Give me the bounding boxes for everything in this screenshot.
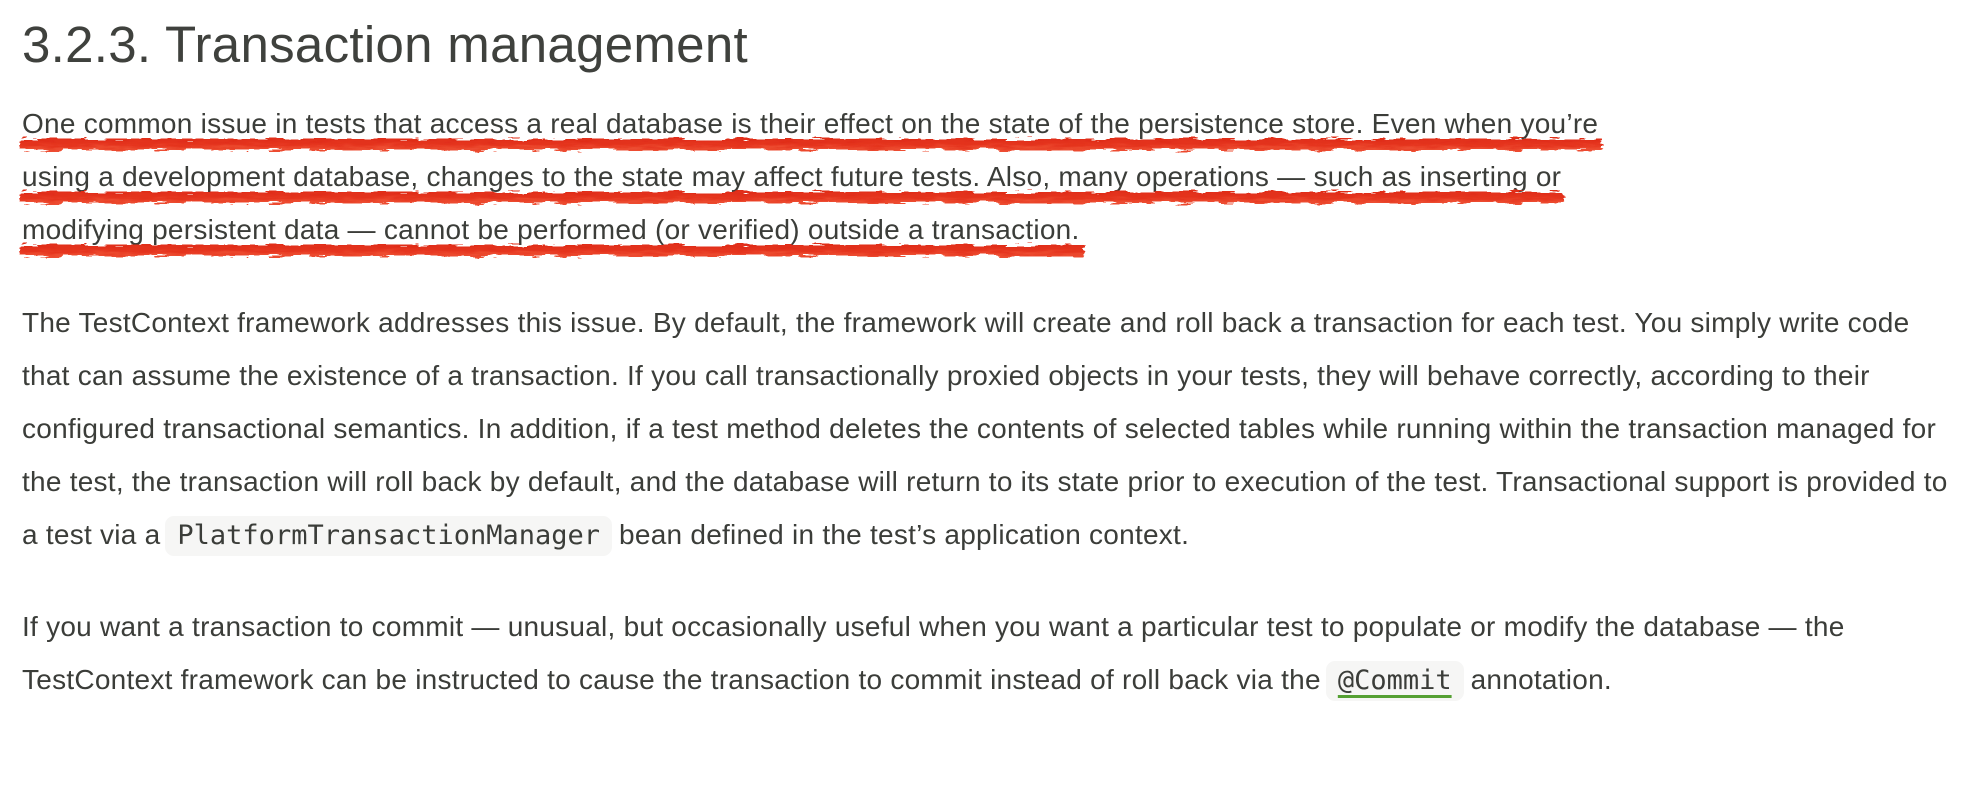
commit-annotation-link[interactable] (1321, 664, 1471, 695)
inline-code-platform-transaction-manager: PlatformTransactionManager (165, 516, 612, 556)
red-marker-underline (20, 245, 1084, 256)
inline-code-commit[interactable]: @Commit (1326, 661, 1464, 701)
highlighted-paragraph (22, 97, 1948, 256)
paragraph-testcontext-text-after: bean defined in the test’s application context. (619, 519, 1190, 551)
paragraph-testcontext-text-before: The TestContext framework addresses this issue. By default, the framework will create and roll back a transaction for each test. You simply write code that can assume the existence of a transaction. If you call transactionally proxied objects in your tests, they will behave correctly, according to their configured transactional semantics. In addition, if a test method deletes the contents of selected tables while running within the transaction managed for the test, the transaction will roll back by default, and the database will return to its state prior to execution of the test. Transactional support is provided to a test via a (22, 307, 1948, 551)
highlighted-line (22, 97, 1598, 150)
paragraph-commit (22, 600, 1948, 707)
red-marker-underline (20, 192, 1565, 203)
highlighted-line-text: modifying persistent data — cannot be performed (or verified) outside a transaction. (22, 214, 1080, 246)
highlighted-line (22, 150, 1561, 203)
section-heading: 3.2.3. Transaction management (22, 16, 748, 73)
highlighted-line (22, 203, 1080, 256)
highlighted-line-text: using a development database, changes to the state may affect future tests. Also, many operations — such as inserting or (22, 161, 1562, 193)
highlighted-line-text: One common issue in tests that access a real database is their effect on the state of the persistence store. Even when you’re (22, 108, 1599, 140)
paragraph-commit-text-after: annotation. (1470, 664, 1612, 696)
red-marker-underline (20, 139, 1602, 150)
paragraph-testcontext (22, 296, 1948, 562)
paragraph-commit-text-before: If you want a transaction to commit — unusual, but occasionally useful when you want a particular test to populate or modify the database — the TestContext framework can be instructed to cause the transaction to commit instead of roll back via the (22, 611, 1845, 696)
